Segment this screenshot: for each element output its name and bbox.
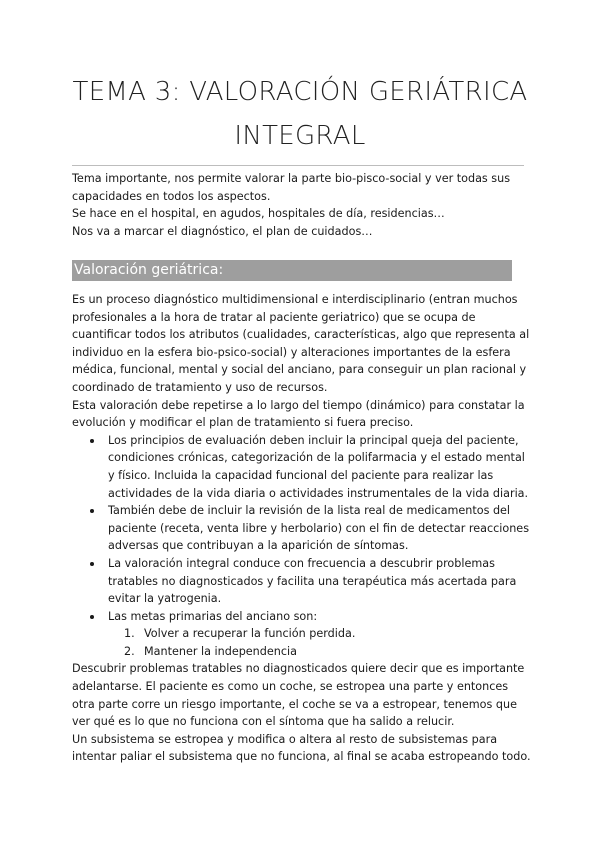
closing-paragraph: Descubrir problemas tratables no diagnosticados quiere decir que es importante adelantarse. El paciente es como un coche, se estropea una parte y entonces otra parte corre un riesgo importante, el coche se va a estropear, tenemos que ver qué es lo que no funciona con el síntoma que ha salido a relucir.: [72, 662, 525, 729]
body-paragraph: Esta valoración debe repetirse a lo largo del tiempo (dinámico) para constatar la evolución y modificar el plan de tratamiento si fuera preciso.: [72, 398, 525, 430]
body-paragraph: Es un proceso diagnóstico multidimensional e interdisciplinario (entran muchos profesionales a la hora de tratar al paciente geriatrico) que se ocupa de cuantificar todos los atributos (cualidades, características, algo que representa al individuo en la esfera bio-psico-social) y alteraciones importantes de la esfera médica, funcional, mental y social del anciano, para conseguir un plan racional y coordinado de tratamiento y uso de recursos.: [72, 293, 530, 394]
page-title: TEMA 3: VALORACIÓN GERIÁTRICA INTEGRAL: [72, 77, 528, 151]
bullet-text: La valoración integral conduce con frecuencia a descubrir problemas tratables no diagnosticados y facilita una terapéutica más acertada para evitar la yatrogenia.: [108, 556, 517, 606]
bullet-text: También debe de incluir la revisión de la lista real de medicamentos del paciente (receta, venta libre y herbolario) con el fin de detectar reacciones adversas que contribuyan a la aparición de síntomas.: [108, 504, 530, 553]
title-divider: [72, 165, 524, 166]
bullet-item: [72, 555, 532, 608]
intro-paragraph: Nos va a marcar el diagnóstico, el plan de cuidados…: [72, 224, 373, 238]
bullet-dot-icon: [90, 615, 94, 619]
bullet-dot-icon: [90, 509, 94, 513]
bullet-text: Las metas primarias del anciano son:: [108, 609, 318, 623]
bullet-item: [72, 608, 532, 661]
bullet-item: [72, 432, 532, 502]
intro-text: [72, 170, 532, 240]
intro-paragraph: Se hace en el hospital, en agudos, hospitales de día, residencias…: [72, 207, 445, 221]
goal-item: [108, 643, 532, 661]
bullet-dot-icon: [90, 439, 94, 443]
goals-list: [108, 625, 532, 660]
goal-text: Mantener la independencia: [144, 644, 297, 658]
section-heading: Valoración geriátrica:: [72, 260, 512, 281]
intro-paragraph: Tema importante, nos permite valorar la parte bio-pisco-social y ver todas sus capacidades en todos los aspectos.: [72, 172, 511, 203]
bullet-item: [72, 502, 532, 555]
bullet-dot-icon: [90, 562, 94, 566]
goal-number: 1.: [124, 627, 135, 641]
closing-paragraph: Un subsistema se estropea y modifica o altera al resto de subsistemas para intentar paliar el subsistema que no funciona, al final se acaba estropeando todo.: [72, 732, 531, 764]
bullet-list: [72, 432, 532, 661]
section-body: [72, 291, 532, 766]
goal-item: [108, 625, 532, 643]
bullet-text: Los principios de evaluación deben incluir la principal queja del paciente, condiciones crónicas, categorización de la polifarmacia y el estado mental y físico. Incluida la capacidad funcional del paciente para realizar las actividades de la vida diaria o actividades instrumentales de la vida diaria.: [108, 433, 529, 500]
goal-text: Volver a recuperar la función perdida.: [144, 627, 356, 641]
goal-number: 2.: [124, 644, 135, 658]
